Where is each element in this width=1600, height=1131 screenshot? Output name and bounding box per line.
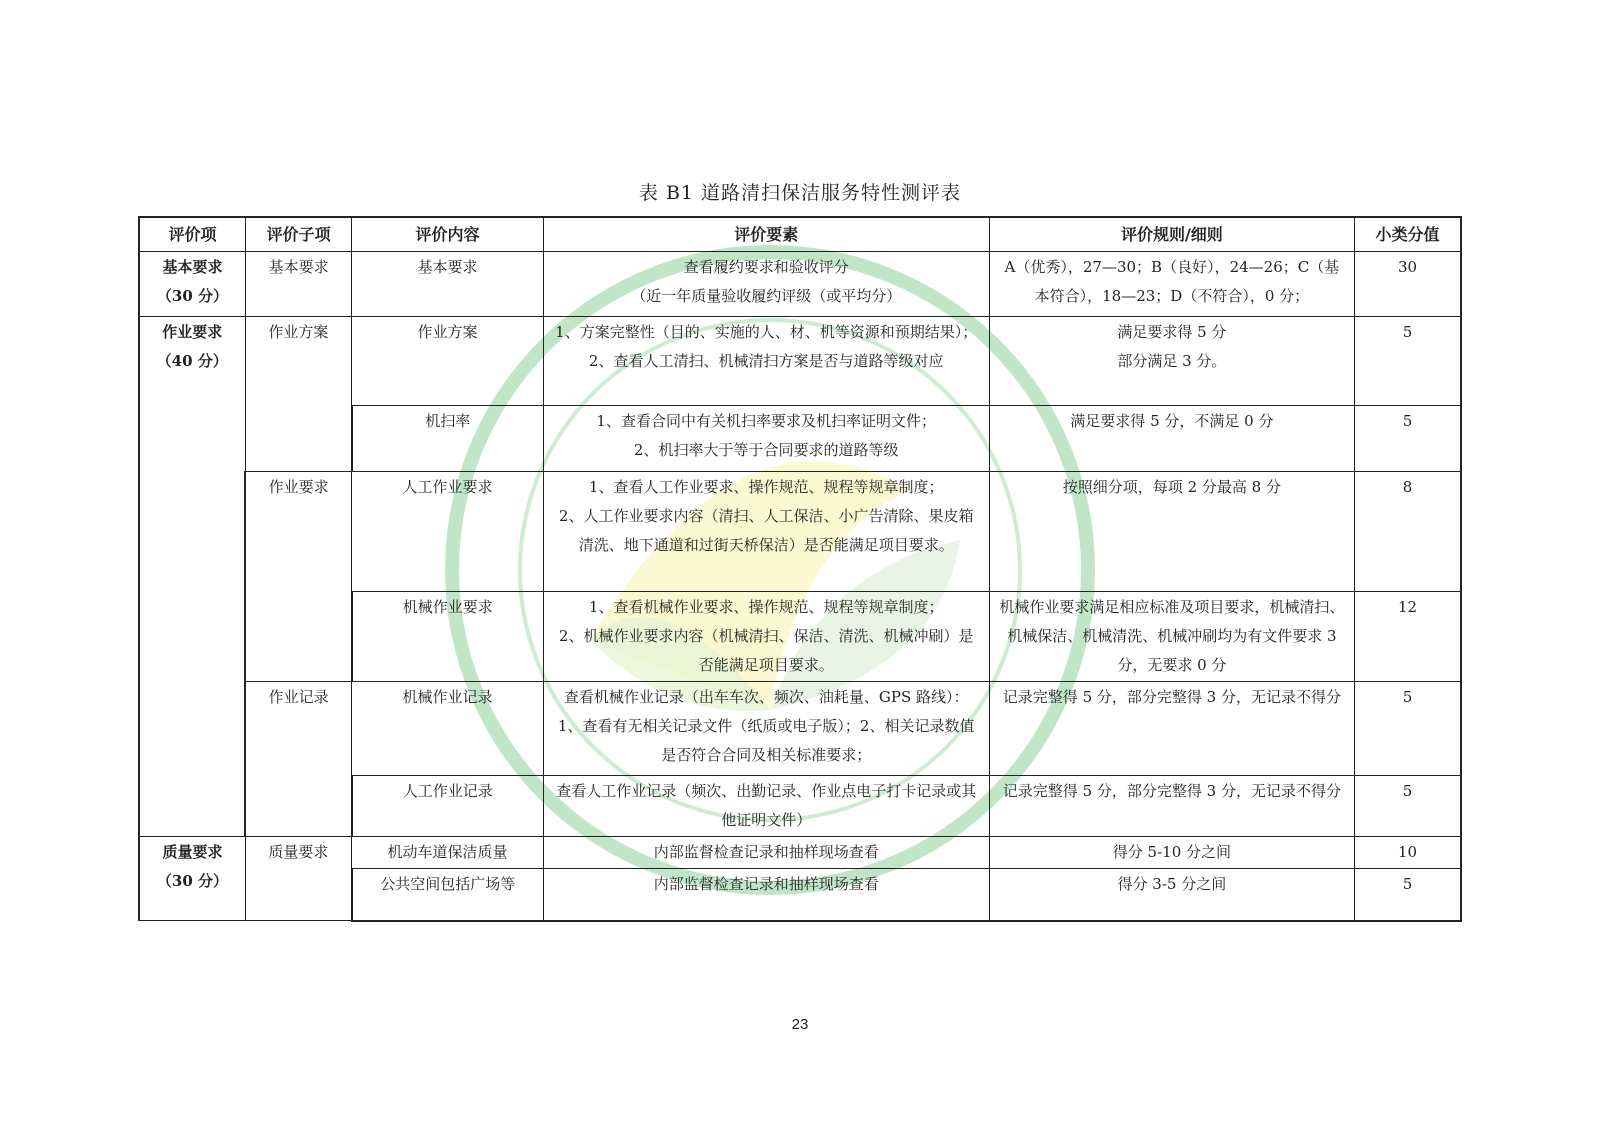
content-cell: 人工作业记录 (352, 776, 543, 837)
score-cell: 12 (1355, 592, 1461, 682)
subitem-cell: 基本要求 (245, 252, 351, 317)
table-row (139, 472, 1461, 592)
score-cell: 5 (1355, 776, 1461, 837)
score-cell: 5 (1355, 682, 1461, 776)
subitem-cell: 作业要求 (245, 472, 351, 682)
rule-cell: 得分 3-5 分之间 (989, 869, 1354, 921)
rule-cell: 记录完整得 5 分，部分完整得 3 分，无记录不得分 (989, 682, 1354, 776)
content-cell: 机动车道保洁质量 (352, 837, 543, 869)
evaluation-table (138, 216, 1462, 922)
table-header-row (139, 217, 1461, 252)
content-cell: 作业方案 (352, 317, 543, 406)
content-cell: 机械作业记录 (352, 682, 543, 776)
score-cell: 30 (1355, 252, 1461, 317)
table-row (139, 837, 1461, 869)
factor-cell: 查看人工作业记录（频次、出勤记录、作业点电子打卡记录或其他证明文件） (543, 776, 989, 837)
score-cell: 5 (1355, 406, 1461, 472)
subitem-cell: 作业记录 (245, 682, 351, 837)
score-cell: 5 (1355, 869, 1461, 921)
header-cell: 评价项 (139, 217, 245, 252)
factor-cell: 1、查看人工作业要求、操作规范、规程等规章制度； 2、人工作业要求内容（清扫、人工保洁、小广告清除、果皮箱清洗、地下通道和过街天桥保洁）是否能满足项目要求。 (543, 472, 989, 592)
subitem-cell: 质量要求 (245, 837, 351, 921)
factor-cell: 查看履约要求和验收评分 （近一年质量验收履约评级（或平均分） (543, 252, 989, 317)
page-number: 23 (791, 1016, 809, 1033)
rule-cell: 记录完整得 5 分，部分完整得 3 分，无记录不得分 (989, 776, 1354, 837)
content-cell: 人工作业要求 (352, 472, 543, 592)
content-cell: 机扫率 (352, 406, 543, 472)
factor-cell: 1、查看合同中有关机扫率要求及机扫率证明文件； 2、机扫率大于等于合同要求的道路等级 (543, 406, 989, 472)
factor-cell: 查看机械作业记录（出车车次、频次、油耗量、GPS 路线）：1、查看有无相关记录文件（纸质或电子版）；2、相关记录数值是否符合合同及相关标准要求； (543, 682, 989, 776)
table-row (139, 252, 1461, 317)
factor-cell: 1、方案完整性（目的、实施的人、材、机等资源和预期结果）；2、查看人工清扫、机械清扫方案是否与道路等级对应 (543, 317, 989, 406)
rule-cell: 满足要求得 5 分 部分满足 3 分。 (989, 317, 1354, 406)
score-cell: 10 (1355, 837, 1461, 869)
header-cell: 评价要素 (543, 217, 989, 252)
group-cell-basic: 基本要求 （30 分） (139, 252, 245, 317)
rule-cell: 按照细分项，每项 2 分最高 8 分 (989, 472, 1354, 592)
rule-cell: A（优秀），27—30；B（良好），24—26；C（基本符合），18—23；D（不符合），0 分； (989, 252, 1354, 317)
content-cell: 基本要求 (352, 252, 543, 317)
header-cell: 评价规则/细则 (989, 217, 1354, 252)
factor-cell: 内部监督检查记录和抽样现场查看 (543, 869, 989, 921)
table-row (139, 682, 1461, 776)
table-title: 表 B1 道路清扫保洁服务特性测评表 (638, 182, 962, 204)
header-cell: 小类分值 (1355, 217, 1461, 252)
rule-cell: 满足要求得 5 分，不满足 0 分 (989, 406, 1354, 472)
header-cell: 评价内容 (352, 217, 543, 252)
score-cell: 8 (1355, 472, 1461, 592)
group-cell-quality: 质量要求 （30 分） (139, 837, 245, 921)
score-cell: 5 (1355, 317, 1461, 406)
header-cell: 评价子项 (245, 217, 351, 252)
factor-cell: 1、查看机械作业要求、操作规范、规程等规章制度； 2、机械作业要求内容（机械清扫、保洁、清洗、机械冲刷）是否能满足项目要求。 (543, 592, 989, 682)
content-cell: 机械作业要求 (352, 592, 543, 682)
content-cell: 公共空间包括广场等 (352, 869, 543, 921)
factor-cell: 内部监督检查记录和抽样现场查看 (543, 837, 989, 869)
rule-cell: 得分 5-10 分之间 (989, 837, 1354, 869)
rule-cell: 机械作业要求满足相应标准及项目要求，机械清扫、机械保洁、机械清洗、机械冲刷均为有文件要求 3 分，无要求 0 分 (989, 592, 1354, 682)
group-cell-operation: 作业要求 （40 分） (139, 317, 245, 837)
subitem-cell: 作业方案 (245, 317, 351, 472)
table-row (139, 317, 1461, 406)
